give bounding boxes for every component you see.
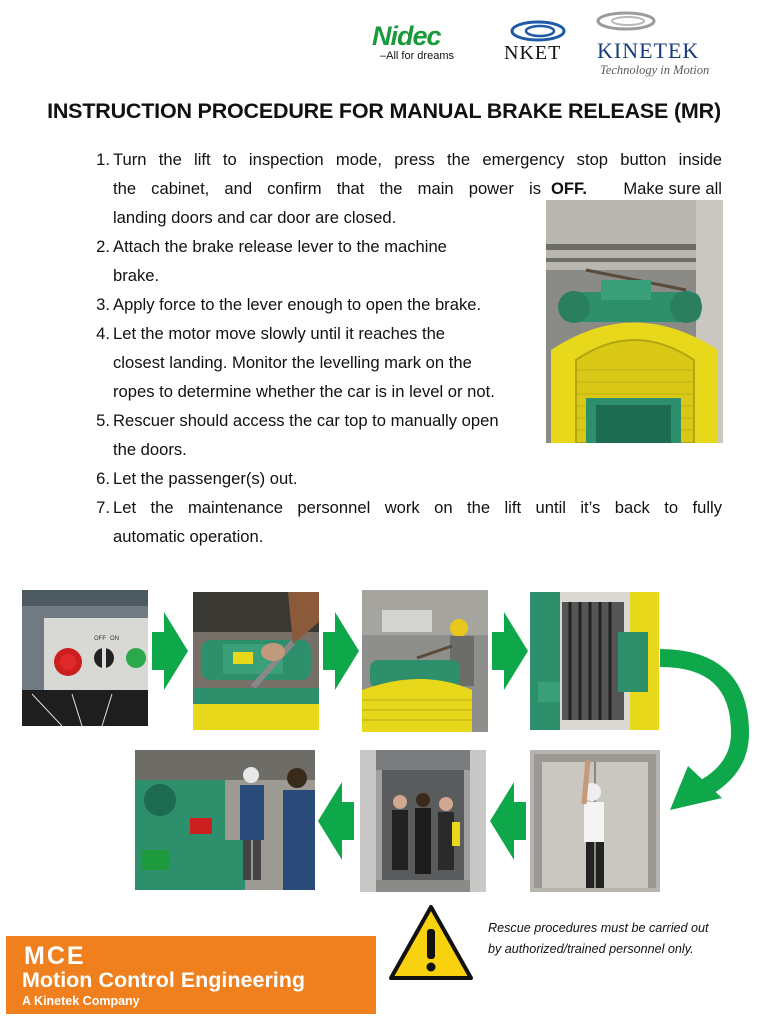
arrow-right-icon xyxy=(490,610,530,692)
arrow-right-icon xyxy=(150,610,190,692)
step-number: 6. xyxy=(96,469,110,488)
nidec-tagline: All for dreams xyxy=(386,50,454,62)
step-7-line-2: automatic operation. xyxy=(113,527,264,546)
warning-triangle-icon xyxy=(388,904,474,982)
warning-line-1: Rescue procedures must be carried out xyxy=(488,921,709,935)
step-4-line-1: Let the motor move slowly until it reaches the xyxy=(113,324,446,343)
page-title: INSTRUCTION PROCEDURE FOR MANUAL BRAKE RELEASE (MR) xyxy=(47,99,721,123)
step-1-off-emphasis: OFF. xyxy=(551,179,587,198)
mce-logo: MCE xyxy=(24,942,86,970)
step-2-line-1: Attach the brake release lever to the machine xyxy=(113,237,447,256)
step-1-line-2-row xyxy=(113,174,722,203)
step-number: 1. xyxy=(96,150,110,169)
step-5-line-1: Rescuer should access the car top to manually open xyxy=(113,411,499,430)
step-photo-control-panel xyxy=(22,590,148,726)
machine-room-photo xyxy=(546,200,723,443)
kinetek-wordmark: KINETEK xyxy=(597,38,700,63)
panel-on-label: ON xyxy=(110,636,119,642)
arrow-left-icon xyxy=(488,780,528,862)
step-4-line-3: ropes to determine whether the car is in level or not. xyxy=(113,382,495,401)
step-1-line-2-tail: Make sure all xyxy=(623,179,722,198)
nket-wordmark: NKET xyxy=(504,42,562,64)
step-7-line-1: Let the maintenance personnel work on the lift until it’s back to fully xyxy=(113,498,722,517)
warning-message xyxy=(488,918,748,960)
step-photo-attach-lever xyxy=(193,592,319,730)
warning-line-2: by authorized/trained personnel only. xyxy=(488,942,694,956)
step-3-line-1: Apply force to the lever enough to open the brake. xyxy=(113,295,482,314)
step-number: 7. xyxy=(96,498,110,517)
step-6-line-1: Let the passenger(s) out. xyxy=(113,469,298,488)
step-1-line-1: Turn the lift to inspection mode, press the emergency stop button inside xyxy=(113,150,722,169)
kinetek-logo xyxy=(594,8,754,80)
mce-company-name: Motion Control Engineering xyxy=(22,968,306,992)
step-number: 4. xyxy=(96,324,110,343)
arrow-left-icon xyxy=(316,780,356,862)
curved-arrow-down-icon xyxy=(660,648,750,818)
step-4-line-2: closest landing. Monitor the levelling mark on the xyxy=(113,353,472,372)
mce-banner xyxy=(6,936,376,1014)
step-5-line-2: the doors. xyxy=(113,440,187,459)
step-photo-apply-force xyxy=(362,590,488,732)
panel-off-label: OFF xyxy=(94,636,106,642)
nket-logo xyxy=(500,18,588,63)
mce-subtitle: A Kinetek Company xyxy=(22,994,140,1008)
step-photo-maintenance xyxy=(135,750,315,890)
step-2-line-2: brake. xyxy=(113,266,160,285)
kinetek-tagline: Technology in Motion xyxy=(600,63,710,77)
step-number: 3. xyxy=(96,295,110,314)
step-photo-motor-sheave xyxy=(530,592,659,730)
arrow-right-icon xyxy=(321,610,361,692)
step-photo-open-doors xyxy=(530,750,660,892)
step-photo-passengers-out xyxy=(360,750,486,892)
step-1-line-3: landing doors and car door are closed. xyxy=(113,208,397,227)
kinetek-swoosh-icon xyxy=(594,8,674,38)
step-number: 2. xyxy=(96,237,110,256)
step-number: 5. xyxy=(96,411,110,430)
nidec-wordmark: Nidec xyxy=(372,21,441,51)
step-1-line-2: the cabinet, and confirm that the main power is xyxy=(113,179,541,198)
nidec-logo: Nidec –All for dreams xyxy=(372,22,482,67)
